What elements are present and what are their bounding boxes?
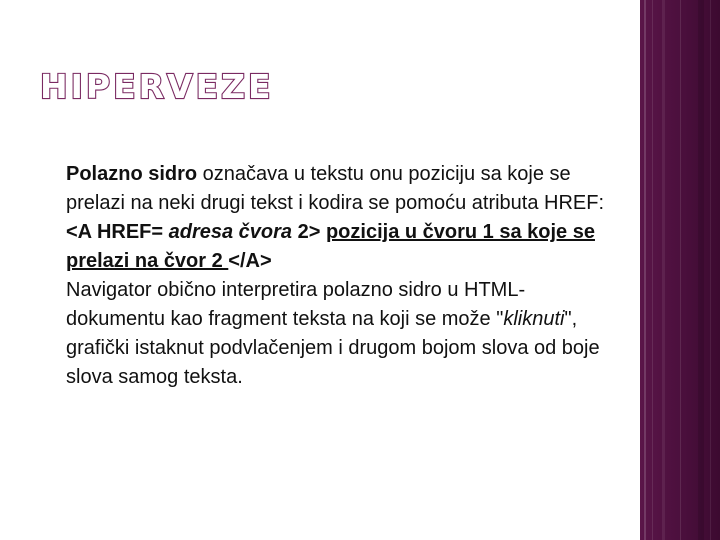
code-anchor-text[interactable]: pozicija u čvoru 1 sa koje se prelazi na čvor 2 <box>66 221 595 272</box>
side-bar-stripe <box>644 0 646 540</box>
slide-title: HIPERVEZE <box>40 67 274 106</box>
slide-body <box>40 160 610 392</box>
code-attribute-value: adresa čvora <box>168 221 293 243</box>
side-bar-stripe <box>680 0 681 540</box>
side-bar-stripe <box>662 0 665 540</box>
paragraph-text-end: ", grafički istaknut podvlačenjem i drugom bojom slova od boje slova samog teksta. <box>66 308 600 388</box>
bold-term: Polazno sidro <box>66 163 198 185</box>
code-open-tag: <A HREF= <box>66 221 169 243</box>
bullet-item-navigator <box>40 276 610 392</box>
side-bar-stripe <box>652 0 653 540</box>
paragraph-text: Navigator obično interpretira polazno sidro u HTML-dokumentu kao fragment teksta na koji se može " <box>66 279 526 330</box>
paragraph-text: označava u tekstu onu poziciju sa koje se prelazi na neki drugi tekst i kodira se pomoću atributa HREF: <box>66 163 605 214</box>
side-bar-stripe <box>698 0 704 540</box>
decorative-side-bar <box>640 0 720 540</box>
code-close-tag: </A> <box>228 250 272 272</box>
side-bar-stripe <box>710 0 711 540</box>
code-open-tag-end: 2> <box>292 221 321 243</box>
bullet-item-polazno-sidro <box>40 160 610 276</box>
italic-term: kliknuti <box>503 308 565 330</box>
